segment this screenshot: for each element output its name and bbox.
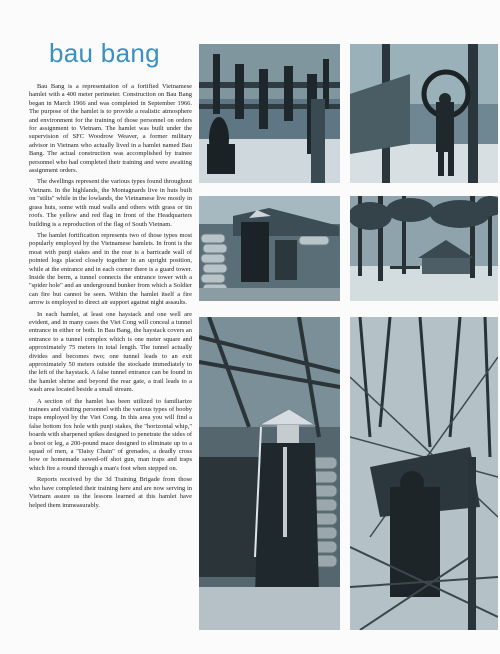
paragraph: Bau Bang is a representation of a fortified Vietnamese hamlet with a 400 meter perimeter. Construction on Bau Bang began in March 1966 and was completed in September 1966. The purpose of the hamlet is to provide a realistic atmosphere and environment for the training of those personnel on orders for assignment to Vietnam. The hamlet was built under the supervision of SFC Woodrow Weaver, a former military advisor in Vietnam who actually lived in a hamlet named Bau Bang. The actual construction was accomplished by trainee personnel who had completed their training and were awaiting assignment orders.	[29, 83, 192, 175]
photo-soldier-at-gong	[350, 44, 498, 183]
photo-trap-in-brush	[350, 317, 498, 630]
paragraph: Reports received by the 3d Training Brigade from those who have completed their training here and are now serving in Vietnam assure us the lessons learned at this hamlet have helped them immeasurably.	[29, 476, 192, 509]
article-title: bau bang	[49, 38, 160, 68]
paragraph: The dwellings represent the various types found throughout Vietnam. In the highlands, the Montagnards live in huts built on "stilts" while in the lowlands, the Vietnamese live mostly in grass huts, some with mud walls and others with grass or tin roofs. The yellow and red flag in front of the Headquarters building is a reproduction of the flag of South Vietnam.	[29, 178, 192, 228]
photo-figure-in-conical-hat	[199, 317, 340, 630]
paragraph: The hamlet fortification represents two of those types most popularly employed by the Vietnamese hamlets. In front is the moat with punji stakes and in the rear is a barricade wall of pointed logs placed closely together in an upright position, while at the entrance and in each corner there is a guard tower. Inside the berm, a tunnel connects the entrance tower with a "spider hole" and an underground bunker from which a Soldier can fire but cannot be seen. Within the hamlet itself a fire arrow is employed to direct air support against night assaults.	[29, 231, 192, 307]
photo-sandbag-bunker	[199, 196, 340, 301]
photo-grass-hut-in-pines	[350, 196, 498, 301]
paragraph: In each hamlet, at least one haystack and one well are evident, and in many cases the Viet Cong will conceal a tunnel entrance in either or both. In Bau Bang, the haystack covers an entrance to a tunnel complex which is one meter square and approximately 75 meters in total length. The tunnel actually divides and becomes two; one tunnel leads to an exit approximately 50 meters outside the stockade immediately to the left of the haystack. A false tunnel entrance can be found in the hamlet shrine and beyond the rear gate, a trail leads to a wash area located beside a small stream.	[29, 310, 192, 394]
paragraph: A section of the hamlet has been utilized to familiarize trainees and visiting personnel with the various types of booby traps employed by the Viet Cong. In this area you will find a false bottom fox hole with punji stakes, the "horizontal whip," boards with sharpened spikes designed to penetrate the sides of a boot or leg, a 200-pound mace designed to eliminate up to a squad of men, a "Daisy Chain" of grenades, a deadly cross bow or homemade sawed-off shot gun, man traps and traps which fire a round through a man's foot when stepped on.	[29, 397, 192, 472]
article-body	[29, 83, 192, 513]
photo-punji-fence	[199, 44, 340, 183]
